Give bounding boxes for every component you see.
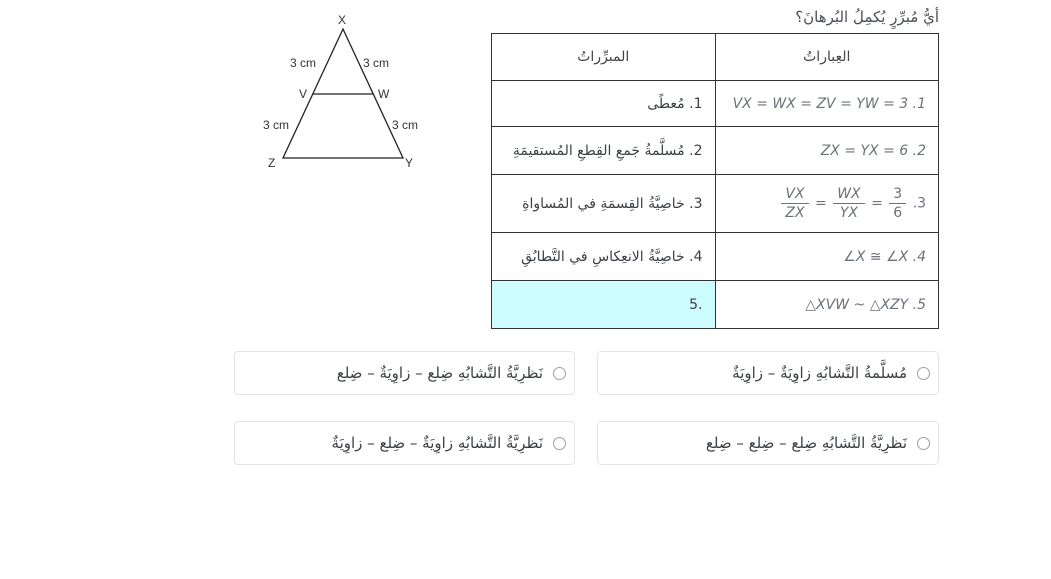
option-sss-theorem[interactable] bbox=[597, 421, 939, 465]
table-row bbox=[492, 281, 939, 329]
radio-icon[interactable] bbox=[553, 367, 566, 380]
length-wy: 3 cm bbox=[392, 118, 419, 132]
option-label: نَظرِيَّةُ التَّشابُهِ زاوِيَةٌ – ضِلع – زاوِيَةٌ bbox=[331, 434, 543, 452]
statement-cell: $\frac{VX}{ZX}$ = $\frac{WX}{YX}$ = $\frac{3}{6}$ .3 bbox=[715, 175, 939, 233]
header-statements: العِباراتُ bbox=[715, 34, 939, 81]
header-reasons: المبرِّراتُ bbox=[492, 34, 716, 81]
length-vz: 3 cm bbox=[263, 118, 290, 132]
option-label: نَظرِيَّةُ التَّشابُهِ ضِلع – زاوِيَةٌ – ضِلع bbox=[336, 364, 543, 382]
answer-drop-cell[interactable]: .5 bbox=[492, 281, 716, 329]
label-w: W bbox=[378, 87, 390, 101]
label-y: Y bbox=[405, 156, 414, 170]
label-z: Z bbox=[268, 156, 276, 170]
fraction-wx-yx: $\frac{WX}{YX}$ bbox=[833, 186, 864, 221]
statement-cell: ∠X ≅ ∠X .4 bbox=[715, 233, 939, 281]
radio-icon[interactable] bbox=[917, 367, 930, 380]
statement-cell: △XVW ~ △XZY .5 bbox=[715, 281, 939, 329]
radio-icon[interactable] bbox=[553, 437, 566, 450]
statement-cell: VX = WX = ZV = YW = 3 .1 bbox=[715, 81, 939, 127]
radio-icon[interactable] bbox=[917, 437, 930, 450]
statement-cell: ZX = YX = 6 .2 bbox=[715, 127, 939, 175]
proof-table bbox=[491, 33, 939, 329]
fraction-vx-zx: $\frac{VX}{ZX}$ bbox=[781, 186, 808, 221]
reason-cell: 2. مُسلَّمةُ جَمعِ القِطعِ المُستقيمَةِ bbox=[492, 127, 716, 175]
triangle-diagram bbox=[255, 12, 435, 172]
triangle-figure bbox=[255, 12, 435, 172]
length-xw: 3 cm bbox=[363, 56, 390, 70]
option-label: نَظرِيَّةُ التَّشابُهِ ضِلع – ضِلع – ضِلع bbox=[705, 434, 907, 452]
reason-cell: 4. خاصِيَّةُ الانعِكاسِ في التَّطابُقِ bbox=[492, 233, 716, 281]
reason-cell: 3. خاصِيَّةُ القِسمَةِ في المُساواةِ bbox=[492, 175, 716, 233]
reason-cell: 1. مُعطًى bbox=[492, 81, 716, 127]
option-label: مُسلَّمةُ التَّشابُهِ زاوِيَةٌ – زاوِيَةٌ bbox=[732, 364, 907, 382]
option-aa-postulate[interactable] bbox=[597, 351, 939, 395]
label-x: X bbox=[338, 13, 347, 27]
table-row bbox=[492, 175, 939, 233]
table-header-row bbox=[492, 34, 939, 81]
fraction-3-6: $\frac{3}{6}$ bbox=[889, 186, 906, 221]
option-sas-theorem[interactable] bbox=[234, 351, 575, 395]
label-v: V bbox=[299, 87, 308, 101]
table-row bbox=[492, 127, 939, 175]
table-row bbox=[492, 81, 939, 127]
question-text: أيُّ مُبرِّرٍ يُكمِلُ البُرهانَ؟ bbox=[795, 8, 939, 26]
table-row bbox=[492, 233, 939, 281]
length-xv: 3 cm bbox=[290, 56, 317, 70]
option-asa-theorem[interactable] bbox=[234, 421, 575, 465]
